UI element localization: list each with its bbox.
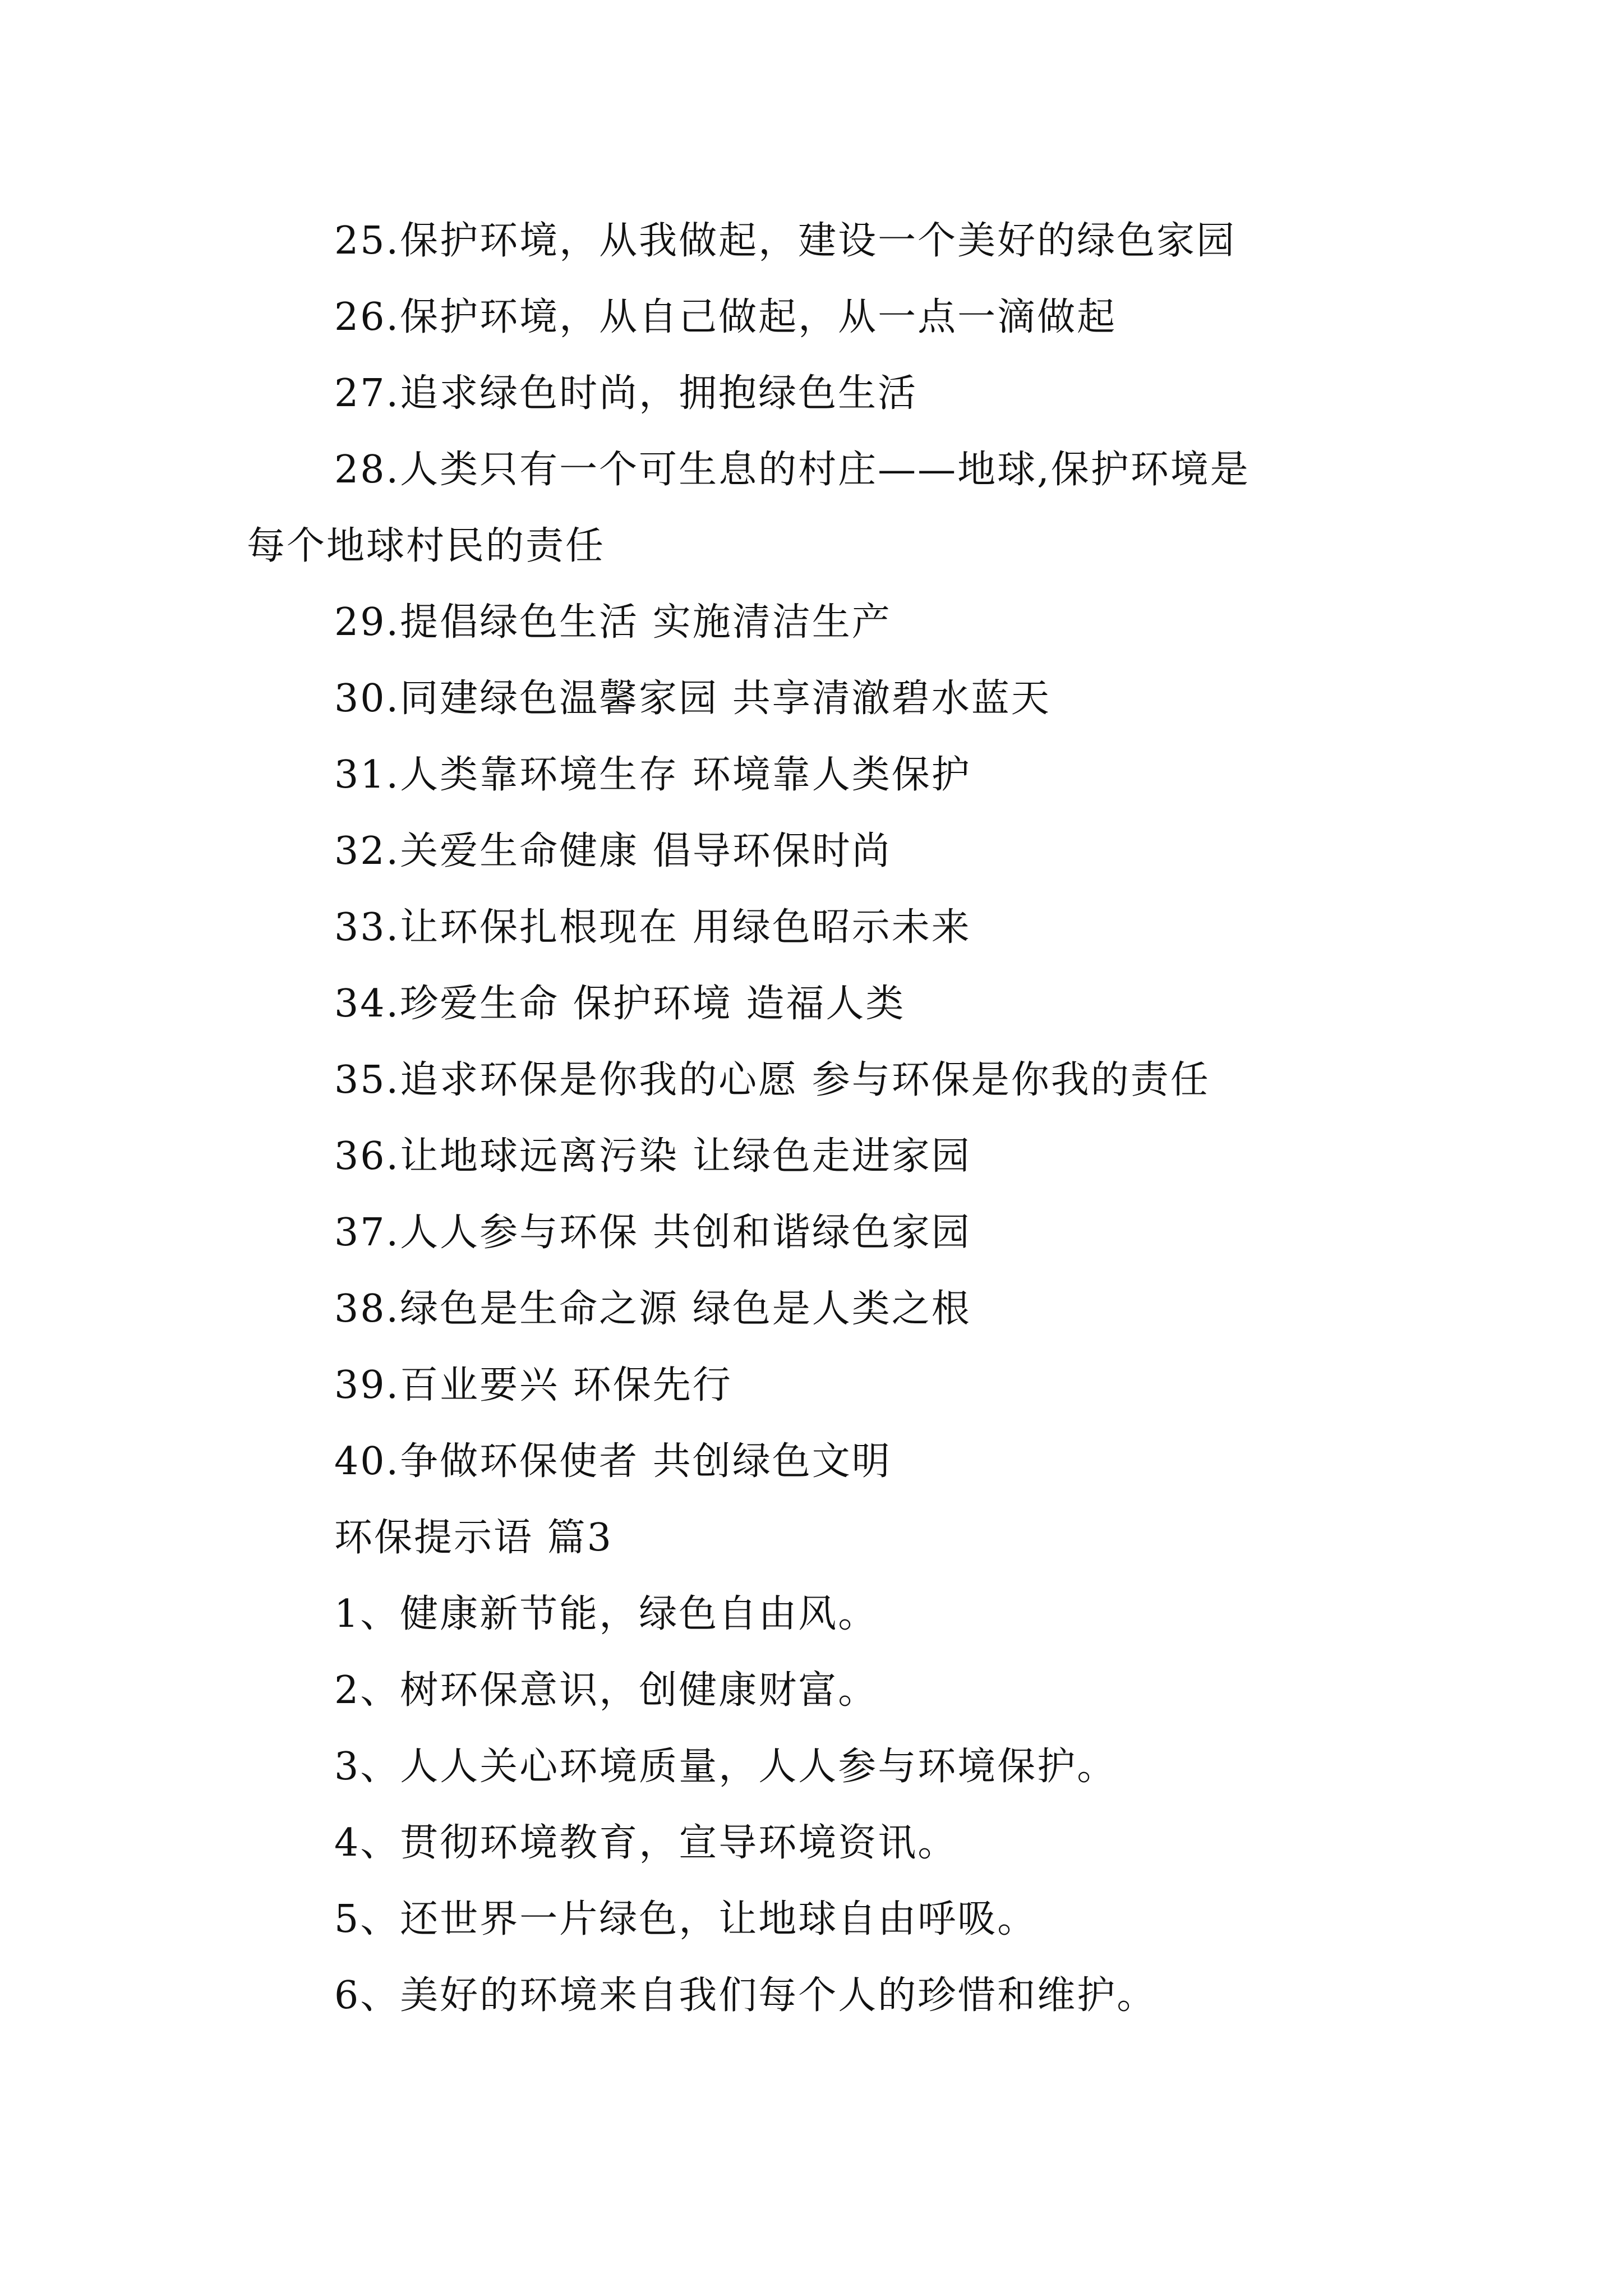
- slogan-line: 25.保护环境，从我做起，建设一个美好的绿色家园: [334, 219, 1237, 263]
- slogan-line: 31.人类靠环境生存 环境靠人类保护: [334, 753, 971, 797]
- slogan-line: 38.绿色是生命之源 绿色是人类之根: [334, 1287, 971, 1331]
- slogan-line: 34.珍爱生命 保护环境 造福人类: [334, 982, 906, 1026]
- section-heading: 环保提示语 篇3: [334, 1516, 613, 1560]
- slogan-line: 6、美好的环境来自我们每个人的珍惜和维护。: [334, 1973, 1157, 2018]
- slogan-line: 3、人人关心环境质量，人人参与环境保护。: [334, 1745, 1117, 1789]
- slogan-line: 30.同建绿色温馨家园 共享清澈碧水蓝天: [334, 677, 1051, 721]
- slogan-line: 1、健康新节能，绿色自由风。: [334, 1592, 878, 1636]
- slogan-line: 40.争做环保使者 共创绿色文明: [334, 1439, 892, 1484]
- slogan-line: 29.提倡绿色生活 实施清洁生产: [334, 600, 892, 645]
- slogan-line: 39.百业要兴 环保先行: [334, 1363, 732, 1407]
- slogan-line: 5、还世界一片绿色，让地球自由呼吸。: [334, 1897, 1038, 1941]
- slogan-line-continuation: 每个地球村民的责任: [247, 524, 606, 568]
- slogan-line: 4、贯彻环境教育，宣导环境资讯。: [334, 1821, 958, 1865]
- slogan-line: 33.让环保扎根现在 用绿色昭示未来: [334, 905, 971, 950]
- slogan-line: 26.保护环境，从自己做起，从一点一滴做起: [334, 295, 1117, 339]
- slogan-line: 28.人类只有一个可生息的村庄——地球,保护环境是: [334, 448, 1250, 492]
- slogan-line: 36.让地球远离污染 让绿色走进家园: [334, 1134, 971, 1179]
- slogan-line: 32.关爱生命健康 倡导环保时尚: [334, 829, 892, 873]
- slogan-line: 35.追求环保是你我的心愿 参与环保是你我的责任: [334, 1058, 1210, 1102]
- slogan-line: 27.追求绿色时尚，拥抱绿色生活: [334, 371, 918, 416]
- slogan-line: 2、树环保意识，创健康财富。: [334, 1668, 878, 1713]
- slogan-line: 37.人人参与环保 共创和谐绿色家园: [334, 1211, 971, 1255]
